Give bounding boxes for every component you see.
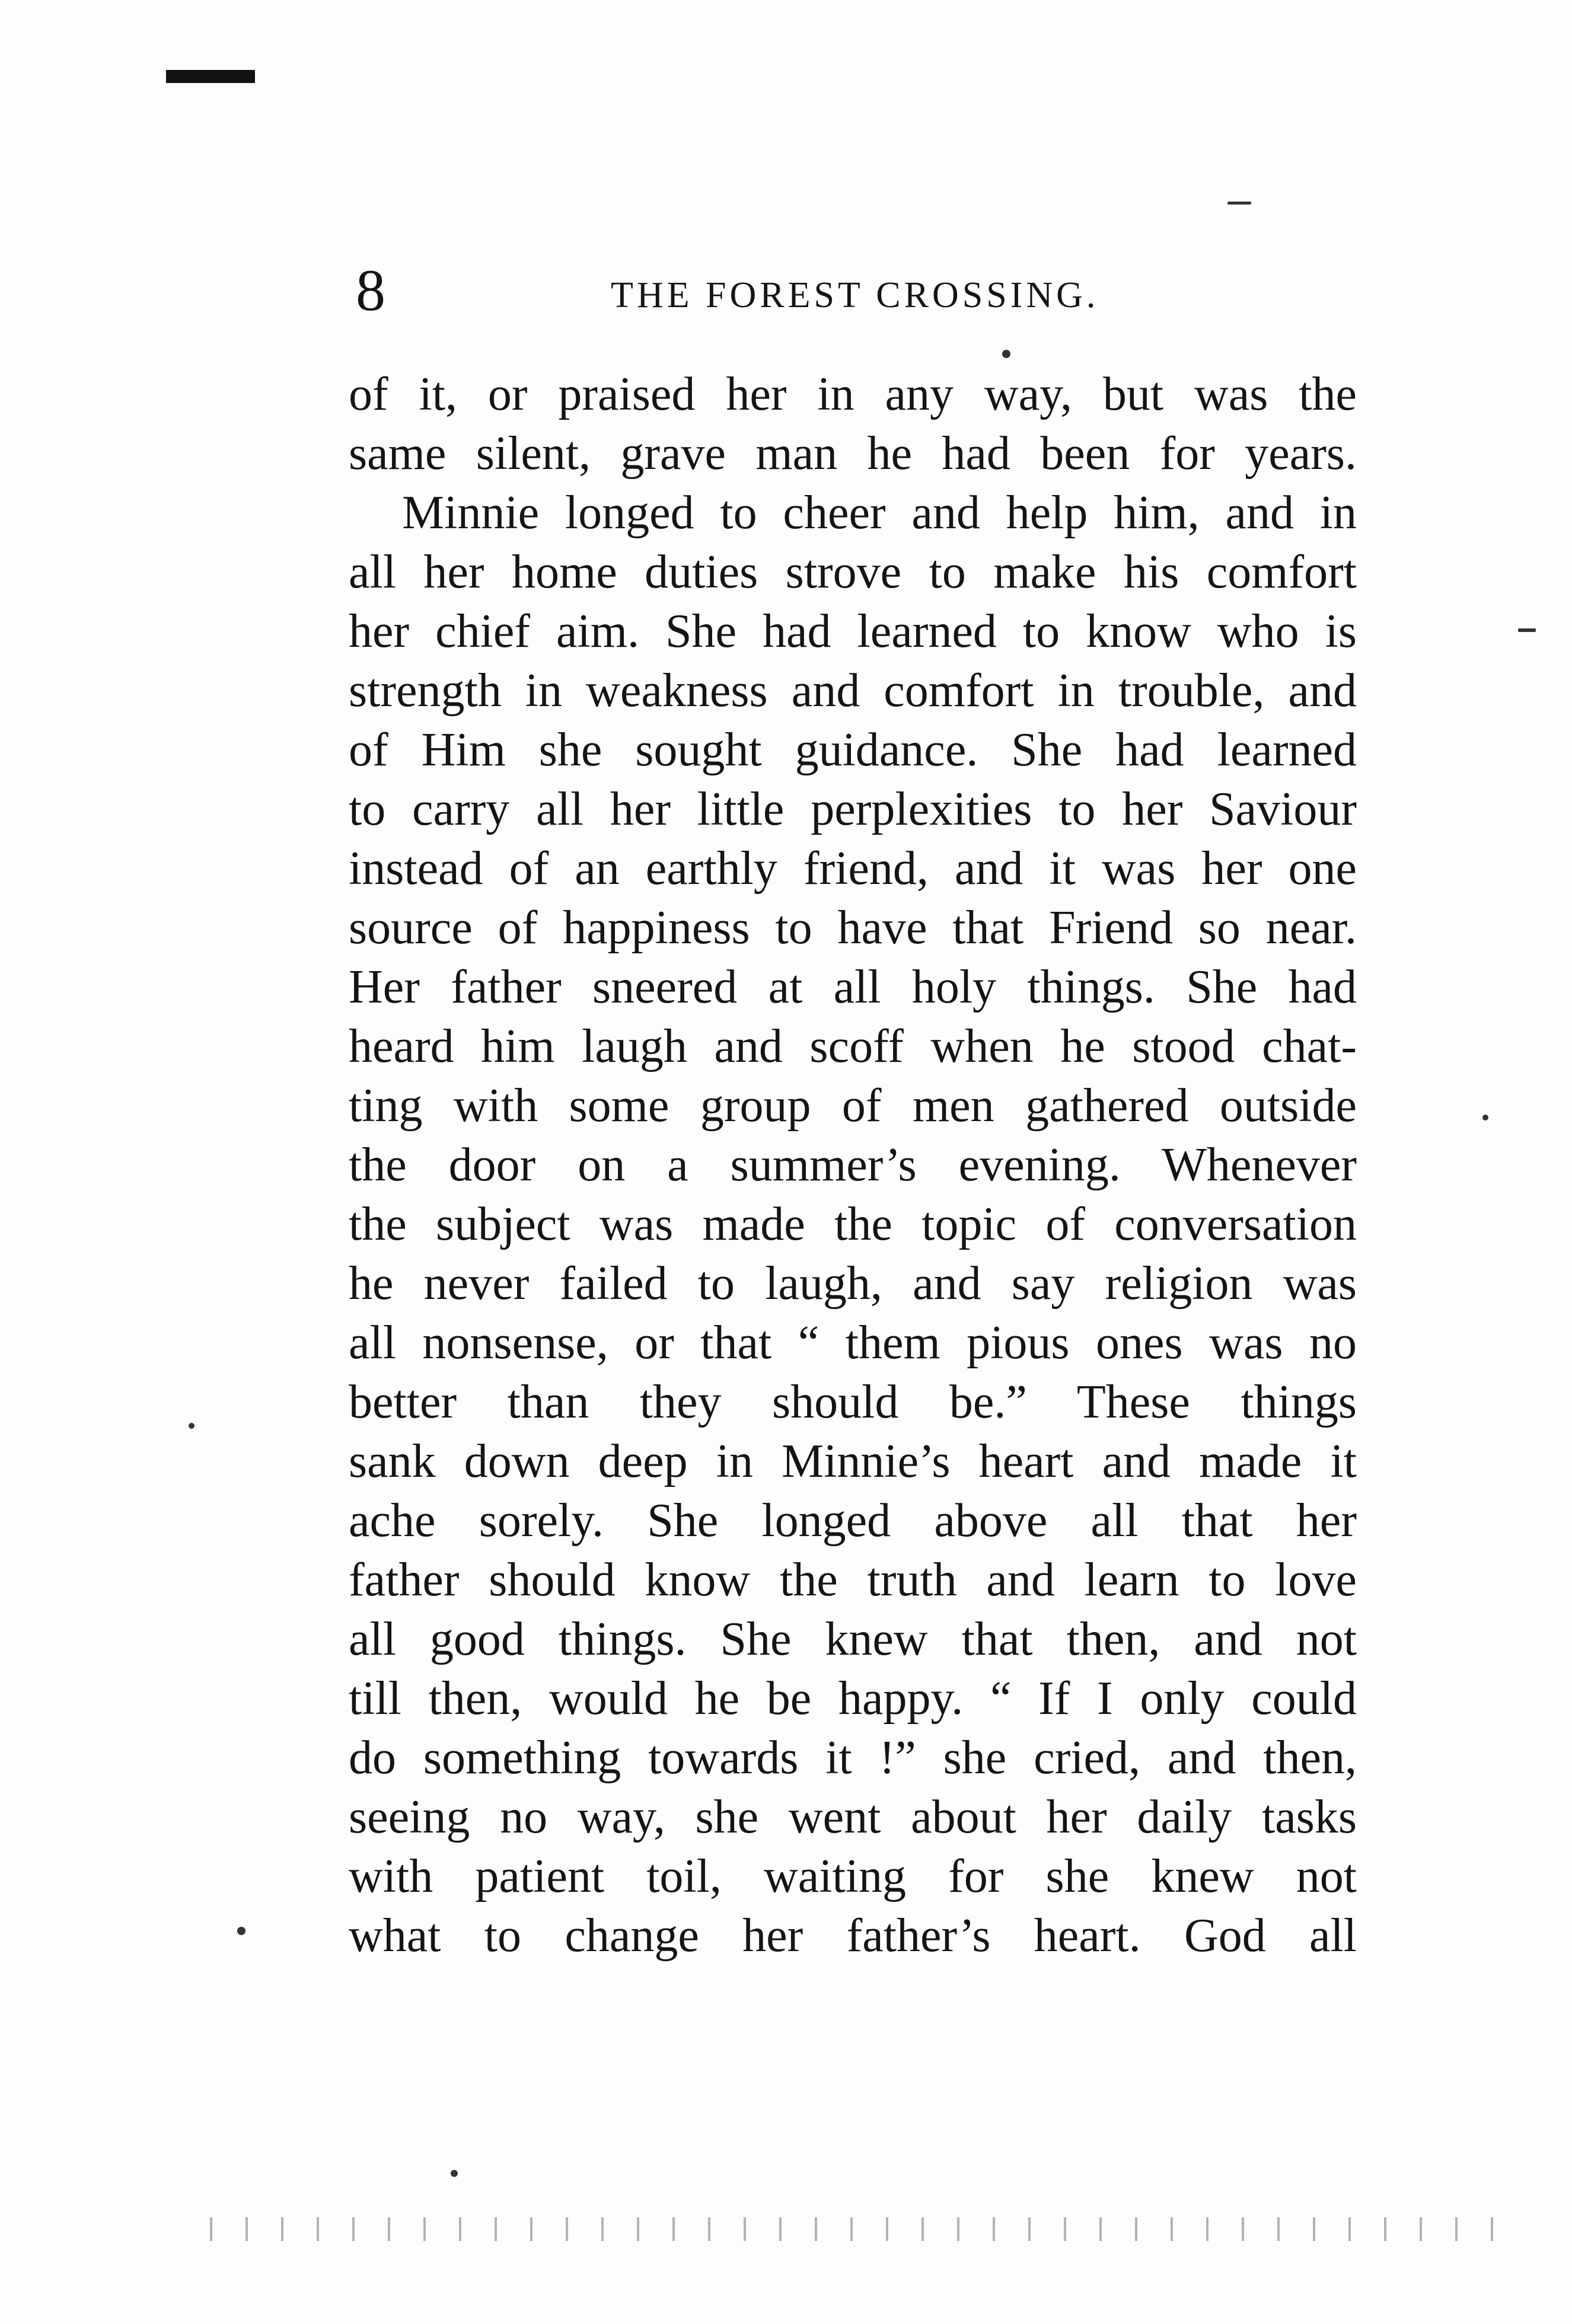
text-line: all nonsense, or that “ them pious ones was no [349, 1317, 1357, 1369]
text-line: heard him laugh and scoff when he stood chat- [349, 1020, 1357, 1072]
scan-speck [1227, 202, 1251, 205]
page-header [0, 249, 1572, 332]
text-line: all her home duties strove to make his comfort [349, 546, 1357, 598]
text-line: do something towards it !” she cried, and then, [349, 1732, 1357, 1784]
text-line: till then, would he be happy. “ If I only could [349, 1672, 1357, 1725]
text-line: of it, or praised her in any way, but was the [349, 368, 1357, 420]
text-line: ache sorely. She longed above all that her [349, 1495, 1357, 1547]
text-line: what to change her father’s heart. God all [349, 1910, 1357, 1962]
text-line: all good things. She knew that then, and not [349, 1613, 1357, 1665]
scan-speck [451, 2170, 458, 2177]
text-line: strength in weakness and comfort in trouble, and [349, 665, 1357, 717]
text-line: with patient toil, waiting for she knew not [349, 1850, 1357, 1902]
text-line: instead of an earthly friend, and it was her one [349, 842, 1357, 895]
text-line: of Him she sought guidance. She had learned [349, 724, 1357, 776]
text-line: sank down deep in Minnie’s heart and made it [349, 1435, 1357, 1487]
scan-speck [189, 1423, 194, 1429]
body-text [349, 365, 1357, 1965]
scan-speck [1518, 628, 1536, 632]
text-line: her chief aim. She had learned to know who is [349, 605, 1357, 657]
text-line: source of happiness to have that Friend so near. [349, 902, 1357, 954]
text-line: ting with some group of men gathered outside [349, 1080, 1357, 1132]
text-line: the door on a summer’s evening. Whenever [349, 1139, 1357, 1191]
text-line: he never failed to laugh, and say religion was [349, 1257, 1357, 1310]
text-line: father should know the truth and learn to love [349, 1554, 1357, 1606]
scan-speck [1482, 1115, 1488, 1120]
text-line: Her father sneered at all holy things. She had [349, 961, 1357, 1013]
text-line: same silent, grave man he had been for years. [349, 427, 1357, 480]
text-line: better than they should be.” These things [349, 1376, 1357, 1428]
scan-edge-mark [166, 70, 255, 83]
text-line: to carry all her little perplexities to her Saviour [349, 783, 1357, 835]
page-number: 8 [356, 257, 385, 323]
scan-speck [237, 1927, 245, 1935]
scan-speck [1002, 350, 1010, 358]
running-title: THE FOREST CROSSING. [611, 275, 1099, 315]
text-line: Minnie longed to cheer and help him, and in [402, 487, 1357, 539]
text-line: the subject was made the topic of conversation [349, 1198, 1357, 1250]
text-line: seeing no way, she went about her daily tasks [349, 1791, 1357, 1843]
scan-noise [196, 2217, 1500, 2241]
